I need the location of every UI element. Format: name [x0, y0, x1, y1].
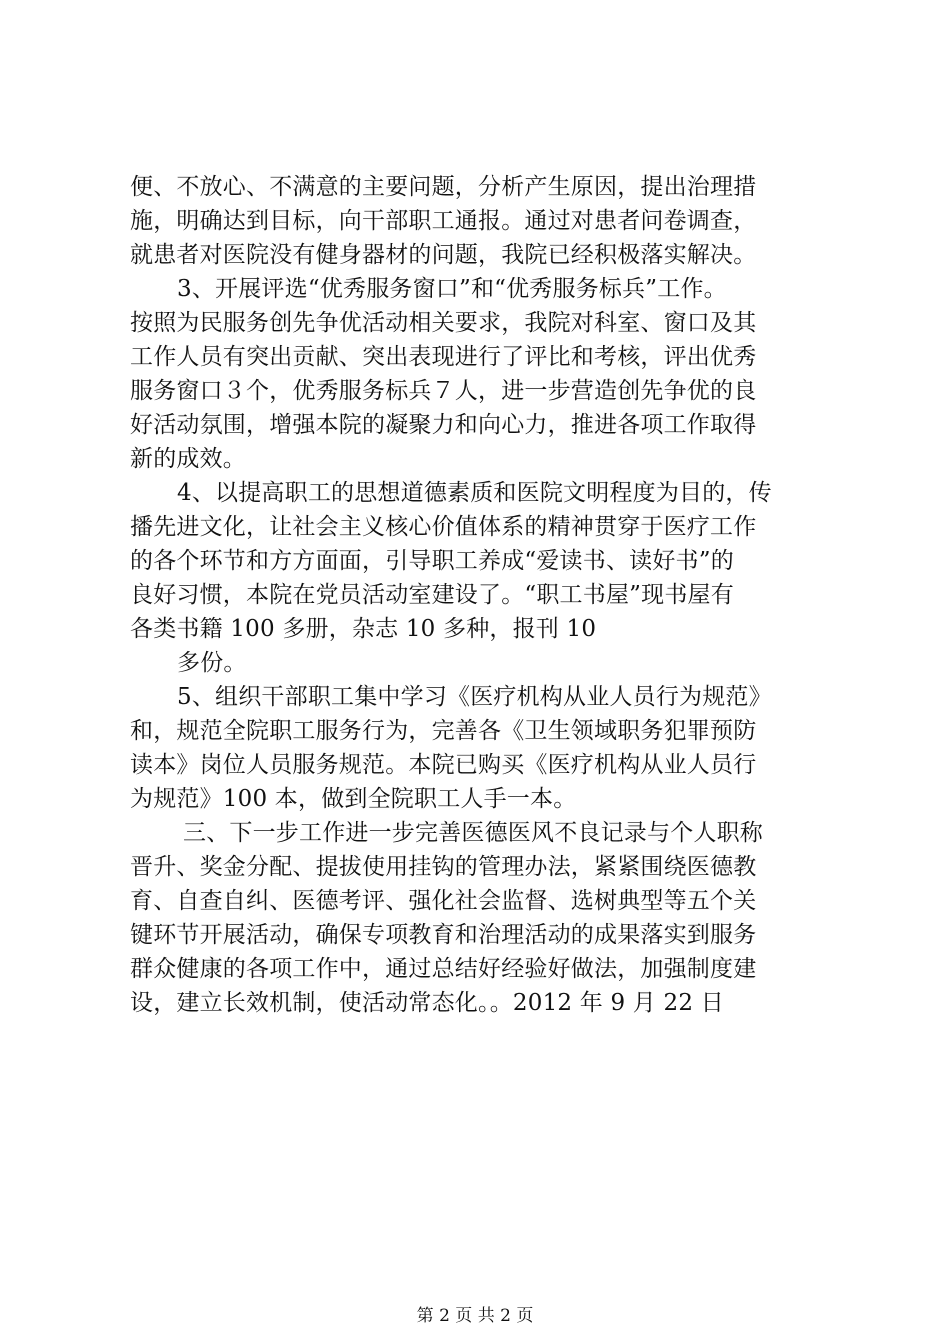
body-line: 各类书籍 100 多册，杂志 10 多种，报刊 10 — [130, 616, 597, 642]
body-line: 新的成效。 — [130, 446, 246, 472]
paragraph-5-first-line: 5、组织干部职工集中学习《医疗机构从业人员行为规范》 — [177, 684, 772, 710]
paragraph-4-first-line: 4、以提高职工的思想道德素质和医院文明程度为目的，传 — [177, 480, 772, 506]
body-line: 服务窗口３个，优秀服务标兵７人，进一步营造创先争优的良 — [130, 378, 757, 404]
body-line: 育、自查自纠、医德考评、强化社会监督、选树典型等五个关 — [130, 888, 757, 914]
body-line: 施，明确达到目标，向干部职工通报。通过对患者问卷调查， — [130, 208, 757, 234]
body-line: 好活动氛围，增强本院的凝聚力和向心力，推进各项工作取得 — [130, 412, 757, 438]
body-line: 便、不放心、不满意的主要问题，分析产生原因，提出治理措 — [130, 174, 757, 200]
body-line: 播先进文化，让社会主义核心价值体系的精神贯穿于医疗工作 — [130, 514, 757, 540]
body-line: 就患者对医院没有健身器材的问题，我院已经积极落实解决。 — [130, 242, 757, 268]
body-line: 晋升、奖金分配、提拔使用挂钩的管理办法，紧紧围绕医德教 — [130, 854, 757, 880]
body-line: 工作人员有突出贡献、突出表现进行了评比和考核，评出优秀 — [130, 344, 757, 370]
body-line: 键环节开展活动，确保专项教育和治理活动的成果落实到服务 — [130, 922, 757, 948]
paragraph-3-first-line: 3、开展评选“优秀服务窗口”和“优秀服务标兵”工作。 — [177, 276, 727, 302]
body-line: 群众健康的各项工作中，通过总结好经验好做法，加强制度建 — [130, 956, 757, 982]
body-line: 多份。 — [177, 650, 247, 676]
body-line: 和，规范全院职工服务行为，完善各《卫生领域职务犯罪预防 — [130, 718, 757, 744]
body-line: 读本》岗位人员服务规范。本院已购买《医疗机构从业人员行 — [130, 752, 757, 778]
body-line: 设，建立长效机制，使活动常态化。。2012 年 9 月 22 日 — [130, 990, 724, 1016]
body-line: 按照为民服务创先争优活动相关要求，我院对科室、窗口及其 — [130, 310, 757, 336]
section-3-first-line: 三、下一步工作进一步完善医德医风不良记录与个人职称 — [183, 820, 763, 846]
body-line: 为规范》100 本，做到全院职工人手一本。 — [130, 786, 577, 812]
body-line: 良好习惯，本院在党员活动室建设了。“职工书屋”现书屋有 — [130, 582, 734, 608]
page-number-footer: 第 2 页 共 2 页 — [416, 1306, 534, 1326]
body-line: 的各个环节和方方面面，引导职工养成“爱读书、读好书”的 — [130, 548, 734, 574]
